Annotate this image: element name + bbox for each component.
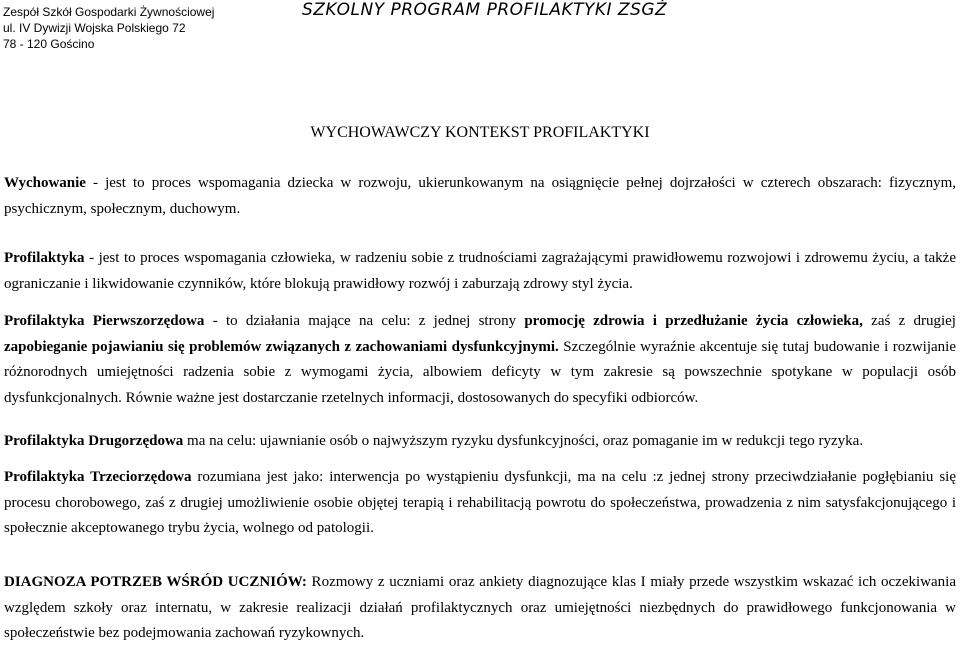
definition-drugorzedowa: ma na celu: ujawnianie osób o najwyższym ryzyku dysfunkcyjności, oraz pomaganie im w redukcji tego ryzyka. bbox=[183, 433, 864, 449]
term-profilaktyka: Profilaktyka bbox=[4, 250, 85, 266]
paragraph-trzeciorzedowa bbox=[4, 465, 956, 542]
definition-trzeciorzedowa: rozumiana jest jako: interwencja po wystąpieniu dysfunkcji, ma na celu :z jednej strony przeciwdziałanie pogłębianiu się procesu chorobowego, zaś z drugiej umożliwienie osobie objętej terapią i rehabilitacją powrotu do społeczeństwa, prowadzenia z nim satysfakcjonującego i społecznie akceptowanego trybu życia, wolnego od patologii. bbox=[4, 469, 956, 536]
text-pierwszorzedowa-b: zaś z drugiej bbox=[862, 313, 956, 329]
paragraph-pierwszorzedowa bbox=[4, 309, 956, 411]
paragraph-wychowanie bbox=[4, 171, 956, 222]
school-city: 78 - 120 Gościno bbox=[3, 37, 95, 51]
paragraph-drugorzedowa bbox=[4, 429, 956, 455]
paragraph-profilaktyka bbox=[4, 246, 956, 297]
term-diagnoza: DIAGNOZA POTRZEB WŚRÓD UCZNIÓW: bbox=[4, 574, 307, 590]
text-pierwszorzedowa-a: - to działania mające na celu: z jednej strony bbox=[204, 313, 525, 329]
text-pierwszorzedowa-c: Szczególnie wyraźnie akcentuje się tutaj budowanie i rozwijanie różnorodnych umiejętności radzenia sobie z wymogami życia, albowiem deficyty w tym zakresie są powszechnie spotykane w populacji osób dysfunkcjonalnych. Równie ważne jest dostarczanie rzetelnych informacji, dostosowanych do specyfiki odbiorców. bbox=[4, 338, 956, 406]
bold-zapobieganie: zapobieganie pojawianiu się problemów związanych z zachowaniami dysfunkcyjnymi. bbox=[4, 338, 559, 355]
school-street: ul. IV Dywizji Wojska Polskiego 72 bbox=[3, 21, 186, 35]
definition-wychowanie: - jest to proces wspomagania dziecka w rozwoju, ukierunkowanym na osiągnięcie pełnej dojrzałości w czterech obszarach: fizycznym, psychicznym, społecznym, duchowym. bbox=[4, 175, 956, 217]
bold-promocja: promocję zdrowia i przedłużanie życia człowieka, bbox=[524, 313, 863, 329]
program-title: SZKOLNY PROGRAM PROFILAKTYKI ZSGŻ bbox=[302, 0, 668, 20]
term-trzeciorzedowa: Profilaktyka Trzeciorzędowa bbox=[4, 469, 192, 485]
term-pierwszorzedowa: Profilaktyka Pierwszorzędowa bbox=[4, 313, 205, 329]
term-wychowanie: Wychowanie bbox=[4, 175, 86, 191]
paragraph-diagnoza bbox=[4, 570, 956, 647]
term-drugorzedowa: Profilaktyka Drugorzędowa bbox=[4, 433, 184, 449]
school-name: Zespół Szkół Gospodarki Żywnościowej bbox=[3, 5, 215, 19]
section-title: WYCHOWAWCZY KONTEKST PROFILAKTYKI bbox=[310, 124, 650, 141]
school-address bbox=[3, 4, 214, 52]
text-diagnoza: Rozmowy z uczniami oraz ankiety diagnozujące klas I miały przede wszystkim wskazać ich oczekiwania względem szkoły oraz internatu, w zakresie realizacji działań profilaktycznych oraz umiejętności niezbędnych do prawidłowego funkcjonowania w społeczeństwie bez podejmowania zachowań ryzykownych. bbox=[4, 574, 956, 641]
definition-profilaktyka: - jest to proces wspomagania człowieka, w radzeniu sobie z trudnościami zagrażającymi prawidłowemu rozwojowi i zdrowemu życiu, a także ograniczanie i likwidowanie czynników, które blokują prawidłowy rozwój i zaburzają zdrowy styl życia. bbox=[4, 250, 956, 292]
